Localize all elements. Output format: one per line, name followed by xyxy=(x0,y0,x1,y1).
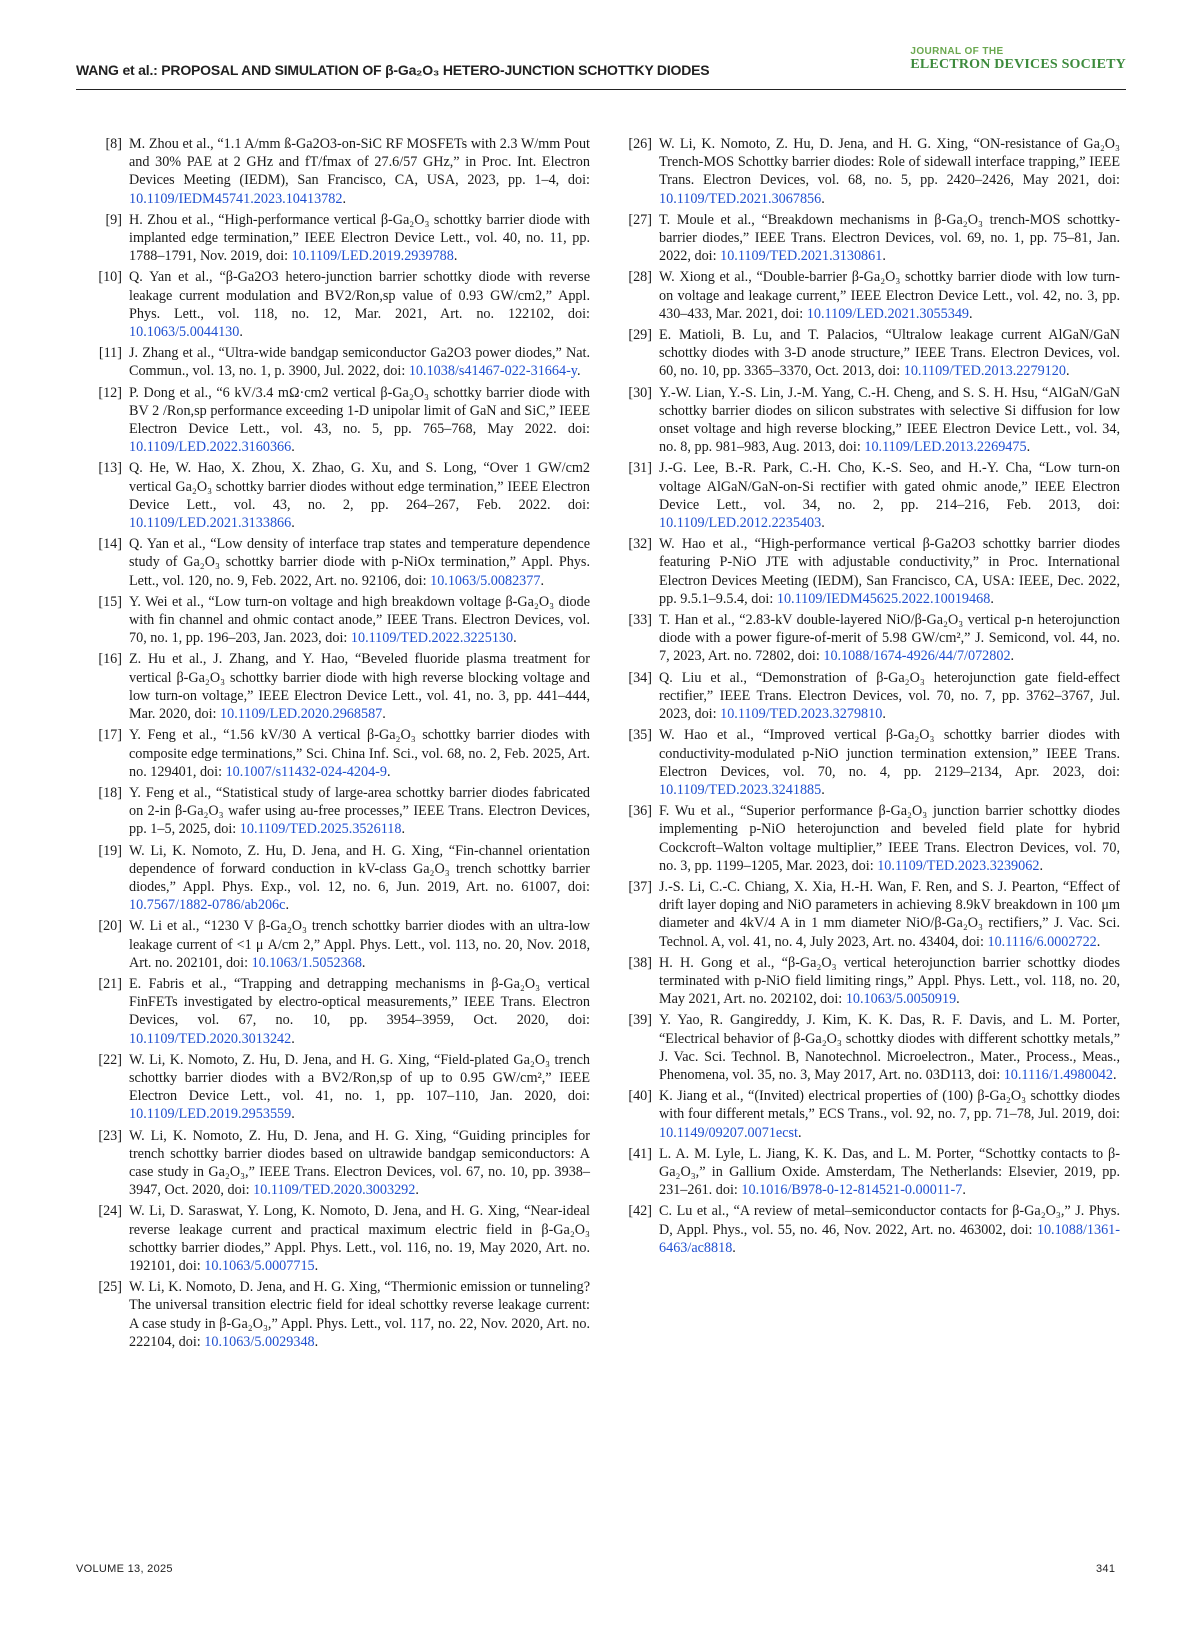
reference-end: . xyxy=(239,324,243,341)
reference-number: [42] xyxy=(628,1203,652,1220)
reference-number: [10] xyxy=(98,269,122,286)
doi-link[interactable]: 10.1149/09207.0071ecst xyxy=(659,1124,798,1141)
doi-link[interactable]: 10.1088/1361-6463/ac8818 xyxy=(659,1221,1120,1256)
reference-entry xyxy=(82,975,590,1048)
reference-column-left xyxy=(82,135,590,1354)
reference-number: [29] xyxy=(628,327,652,344)
reference-entry xyxy=(612,326,1120,381)
reference-text: Q. Yan et al., “Low density of interface trap states and temperature dependence study of Ga₂O₃ schottky barrier diode with p-NiOx termination,” Appl. Phys. Lett., vol. 120, no. 9, Feb. 2022, Art. no. 92106, doi: xyxy=(129,536,590,589)
reference-number: [21] xyxy=(98,975,122,992)
doi-link[interactable]: 10.1109/LED.2019.2939788 xyxy=(291,248,454,265)
doi-link[interactable]: 10.1109/TED.2023.3239062 xyxy=(877,857,1040,874)
reference-entry xyxy=(612,268,1120,323)
reference-text: M. Zhou et al., “1.1 A/mm ß-Ga2O3-on-SiC RF MOSFETs with 2.3 W/mm Pout and 30% PAE at 2 GHz and fT/fmax of 27.6/57 GHz,” in Proc. Int. Electron Devices Meeting (IEDM), San Francisco, CA, USA, 2023, pp. 1–4, doi: xyxy=(129,136,590,189)
reference-entry xyxy=(82,344,590,380)
reference-number: [32] xyxy=(628,536,652,553)
reference-text: W. Hao et al., “Improved vertical β-Ga₂O₃ schottky barrier diodes with conductivity-modulated p-NiO junction termination extension,” IEEE Trans. Electron Devices, vol. 70, no. 4, pp. 2129–2134, Apr. 2023, doi: xyxy=(659,727,1120,780)
doi-link[interactable]: 10.1109/LED.2019.2953559 xyxy=(129,1106,292,1123)
reference-number: [33] xyxy=(628,612,652,629)
reference-end: . xyxy=(1112,1066,1117,1083)
reference-number: [17] xyxy=(98,727,122,744)
reference-end: . xyxy=(291,1106,295,1123)
reference-number: [26] xyxy=(628,136,652,152)
page-header xyxy=(76,48,1126,90)
doi-link[interactable]: 10.1116/6.0002722 xyxy=(987,933,1097,950)
reference-end: . xyxy=(342,190,347,207)
reference-number: [20] xyxy=(98,918,122,935)
reference-end: . xyxy=(387,763,391,780)
doi-link[interactable]: 10.1109/TED.2021.3130861 xyxy=(720,248,883,265)
reference-entry xyxy=(612,459,1120,532)
reference-entry xyxy=(82,650,590,723)
doi-link[interactable]: 10.1109/LED.2020.2968587 xyxy=(220,706,383,723)
reference-number: [23] xyxy=(98,1127,122,1144)
reference-entry xyxy=(82,1051,590,1124)
reference-entry xyxy=(612,1087,1120,1142)
reference-text: H. H. Gong et al., “β-Ga₂O₃ vertical heterojunction barrier schottky diodes terminated with p-NiO field limiting rings,” Appl. Phys. Lett., vol. 118, no. 20, May 2021, Art. no. 202102, doi: xyxy=(659,954,1120,1008)
reference-number: [22] xyxy=(98,1051,122,1068)
doi-link[interactable]: 10.1063/1.5052368 xyxy=(251,954,362,971)
reference-entry xyxy=(612,669,1120,724)
doi-link[interactable]: 10.1109/LED.2021.3133866 xyxy=(129,515,292,532)
doi-link[interactable]: 10.1063/5.0007715 xyxy=(204,1257,315,1274)
reference-number: [25] xyxy=(98,1279,122,1296)
reference-entry xyxy=(82,1202,590,1275)
reference-text: W. Li, K. Nomoto, Z. Hu, D. Jena, and H. G. Xing, “Field-plated Ga₂O₃ trench schottky barrier diodes with a BV2/Ron,sp of up to 0.95 GW/cm²,” IEEE Electron Device Lett., vol. 41, no. 1, pp. 107–110, Jan. 2020, doi: xyxy=(129,1051,590,1105)
reference-text: W. Li, K. Nomoto, Z. Hu, D. Jena, and H. G. Xing, “Fin-channel orientation dependence of forward conduction in kV-class Ga₂O₃ trench schottky barrier diodes,” Appl. Phys. Exp., vol. 12, no. 6, Jun. 2019, Art. no. 61007, doi: xyxy=(129,842,590,895)
reference-text: H. Zhou et al., “High-performance vertical β-Ga₂O₃ schottky barrier diode with implanted edge termination,” IEEE Electron Device Lett., vol. 40, no. 11, pp. 1788–1791, Nov. 2019, doi: xyxy=(129,211,590,265)
reference-end: . xyxy=(314,1257,319,1274)
footer-page-number: 341 xyxy=(1096,1563,1116,1575)
reference-text: Y.-W. Lian, Y.-S. Lin, J.-M. Yang, C.-H. Cheng, and S. S. H. Hsu, “AlGaN/GaN schottky barrier diodes on silicon substrates with selective Si diffusion for low onset voltage and high reverse blocking,” IEEE Electron Device Lett., vol. 34, no. 8, pp. 981–983, Aug. 2013, doi: xyxy=(659,384,1120,456)
reference-entry xyxy=(612,1202,1120,1257)
doi-link[interactable]: 10.1007/s11432-024-4204-9 xyxy=(225,763,388,780)
reference-entry xyxy=(82,268,590,341)
doi-link[interactable]: 10.1109/TED.2021.3067856 xyxy=(659,190,822,207)
reference-text: W. Li, D. Saraswat, Y. Long, K. Nomoto, D. Jena, and H. G. Xing, “Near-ideal reverse leakage current and practical maximum electric field in β-Ga₂O₃ schottky barrier diodes,” Appl. Phys. Lett., vol. 116, no. 19, May 2020, Art. no. 192101, doi: xyxy=(129,1203,590,1274)
reference-end: . xyxy=(291,1030,295,1047)
reference-end: . xyxy=(540,572,544,589)
footer-volume: VOLUME 13, 2025 xyxy=(76,1563,173,1575)
doi-link[interactable]: 10.1109/LED.2022.3160366 xyxy=(129,439,292,456)
reference-number: [8] xyxy=(105,136,122,152)
reference-end: . xyxy=(821,515,825,532)
reference-text: Y. Feng et al., “Statistical study of large-area schottky barrier diodes fabricated on 2-in β-Ga₂O₃ wafer using au-free processes,” IEEE Trans. Electron Devices, pp. 1–5, 2025, doi: xyxy=(129,784,590,838)
reference-text: W. Li, K. Nomoto, Z. Hu, D. Jena, and H. G. Xing, “ON-resistance of Ga₂O₃ Trench-MOS Schottky barrier diodes: Role of sidewall interface trapping,” IEEE Trans. Electron Devices, vol. 68, no. 5, pp. 2420–2426, May 2021, doi: xyxy=(659,136,1120,189)
doi-link[interactable]: 10.1109/TED.2022.3225130 xyxy=(350,630,514,647)
reference-text: W. Hao et al., “High-performance vertical β-Ga2O3 schottky barrier diodes featuring P-NiO JTE with adjustable conductivity,” in Proc. International Electron Devices Meeting (IEDM), San Francisco, CA, USA: IEEE, Dec. 2022, pp. 9.5.1–9.5.4, doi: xyxy=(659,536,1120,607)
reference-end: . xyxy=(401,821,405,838)
reference-end: . xyxy=(285,897,289,914)
doi-link[interactable]: 10.1109/TED.2023.3279810 xyxy=(720,706,883,723)
reference-end: . xyxy=(990,590,994,607)
reference-text: J.-S. Li, C.-C. Chiang, X. Xia, H.-H. Wan, F. Ren, and S. J. Pearton, “Effect of drift layer doping and NiO parameters in achieving 8.9kV breakdown in 100 μm diameter and 4kV/4 A in 1 mm diameter NiO/β-Ga₂O₃ rectifiers,” J. Vac. Sci. Technol. A, vol. 41, no. 4, July 2023, Art. no. 43404, doi: xyxy=(659,878,1120,950)
doi-link[interactable]: 10.1109/TED.2025.3526118 xyxy=(239,821,402,838)
reference-end: . xyxy=(962,1182,966,1199)
running-head: WANG et al.: PROPOSAL AND SIMULATION OF β-Ga₂O₃ HETERO-JUNCTION SCHOTTKY DIODES xyxy=(76,62,710,78)
doi-link[interactable]: 10.1109/TED.2020.3003292 xyxy=(253,1182,416,1199)
reference-text: E. Fabris et al., “Trapping and detrapping mechanisms in β-Ga₂O₃ vertical FinFETs investigated by electro-optical measurements,” IEEE Trans. Electron Devices, vol. 67, no. 10, pp. 3954–3959, Oct. 2020, doi: xyxy=(129,975,590,1029)
reference-end: . xyxy=(882,706,886,723)
reference-entry xyxy=(82,784,590,839)
reference-entry xyxy=(612,802,1120,875)
reference-number: [34] xyxy=(628,669,652,686)
reference-number: [38] xyxy=(628,954,652,971)
doi-link[interactable]: 10.1109/IEDM45625.2022.10019468 xyxy=(776,590,991,607)
reference-text: Q. Yan et al., “β-Ga2O3 hetero-junction barrier schottky diode with reverse leakage current modulation and BV2/Ron,sp value of 0.93 GW/cm2,” Appl. Phys. Lett., vol. 118, no. 12, Mar. 2021, Art. no. 122102, doi: xyxy=(129,269,590,322)
reference-end: . xyxy=(1026,439,1031,456)
reference-entry xyxy=(82,459,590,532)
reference-end: . xyxy=(314,1333,319,1350)
reference-number: [14] xyxy=(98,536,122,553)
doi-link[interactable]: 10.1063/5.0044130 xyxy=(129,324,240,341)
reference-end: . xyxy=(1039,857,1043,874)
reference-number: [36] xyxy=(628,803,652,820)
reference-text: W. Xiong et al., “Double-barrier β-Ga₂O₃ schottky barrier diode with low turn-on voltage and leakage current,” IEEE Electron Device Lett., vol. 42, no. 3, pp. 430–433, Mar. 2021, doi: xyxy=(659,269,1120,322)
reference-column-right xyxy=(612,135,1120,1260)
reference-text: W. Li, K. Nomoto, Z. Hu, D. Jena, and H. G. Xing, “Guiding principles for trench schottky barrier diodes based on ultrawide bandgap semiconductors: A case study in Ga₂O₃,” IEEE Trans. Electron Devices, vol. 67, no. 10, pp. 3938–3947, Oct. 2020, doi: xyxy=(129,1127,590,1199)
reference-end: . xyxy=(453,248,458,265)
reference-text: Y. Feng et al., “1.56 kV/30 A vertical β-Ga₂O₃ schottky barrier diodes with composite edge terminations,” Sci. China Inf. Sci., vol. 68, no. 2, Feb. 2025, Art. no. 129401, doi: xyxy=(129,727,590,780)
reference-entry xyxy=(612,384,1120,457)
doi-link[interactable]: 10.1063/5.0050919 xyxy=(845,991,957,1008)
reference-text: P. Dong et al., “6 kV/3.4 mΩ·cm2 vertical β-Ga₂O₃ schottky barrier diode with BV 2 /Ron,sp performance exceeding 1-D unipolar limit of GaN and SiC,” IEEE Electron Device Lett., vol. 43, no. 5, pp. 765–768, May 2022. doi: xyxy=(129,384,590,438)
doi-link[interactable]: 10.1063/5.0029348 xyxy=(204,1333,315,1350)
reference-number: [30] xyxy=(628,384,652,401)
doi-link[interactable]: 10.1063/5.0082377 xyxy=(430,572,541,589)
reference-text: W. Li et al., “1230 V β-Ga₂O₃ trench schottky barrier diodes with an ultra-low leakage current of <1 μ A/cm 2,” Appl. Phys. Lett., vol. 113, no. 20, Nov. 2018, Art. no. 202101, doi: xyxy=(129,918,590,971)
reference-number: [19] xyxy=(98,842,122,859)
journal-logo-line1: JOURNAL OF THE xyxy=(910,46,1004,57)
reference-end: . xyxy=(882,248,886,265)
reference-end: . xyxy=(361,954,366,971)
reference-text: T. Han et al., “2.83-kV double-layered NiO/β-Ga₂O₃ vertical p-n heterojunction diode with a power figure-of-merit of 5.98 GW/cm²,” J. Semicond, vol. 44, no. 7, 2023, Art. no. 72802, doi: xyxy=(659,612,1120,665)
reference-end: . xyxy=(291,439,295,456)
reference-number: [9] xyxy=(105,211,122,228)
reference-text: J. Zhang et al., “Ultra-wide bandgap semiconductor Ga2O3 power diodes,” Nat. Commun., vol. 13, no. 1, p. 3900, Jul. 2022, doi: xyxy=(129,345,590,380)
reference-number: [41] xyxy=(628,1145,652,1162)
reference-number: [13] xyxy=(98,460,122,477)
reference-entry xyxy=(82,135,590,208)
reference-text: Q. Liu et al., “Demonstration of β-Ga₂O₃ heterojunction gate field-effect rectifier,” IEEE Trans. Electron Devices, vol. 70, no. 7, pp. 3762–3767, Jul. 2023, doi: xyxy=(659,669,1120,723)
reference-end: . xyxy=(732,1239,736,1256)
reference-entry xyxy=(612,726,1120,799)
reference-number: [35] xyxy=(628,727,652,744)
reference-entry xyxy=(82,1278,590,1351)
reference-entry xyxy=(82,535,590,590)
reference-entry xyxy=(82,211,590,266)
reference-text: W. Li, K. Nomoto, D. Jena, and H. G. Xing, “Thermionic emission or tunneling? The universal transition electric field for ideal schottky reverse leakage current: A case study in β-Ga₂O₃,” Appl. Phys. Lett., vol. 117, no. 22, Nov. 2020, Art. no. 222104, doi: xyxy=(129,1279,590,1350)
reference-entry xyxy=(82,1127,590,1200)
reference-text: K. Jiang et al., “(Invited) electrical properties of (100) β-Ga₂O₃ schottky diodes with four different metals,” ECS Trans., vol. 92, no. 7, pp. 71–78, Jul. 2019, doi: xyxy=(659,1088,1120,1123)
reference-number: [12] xyxy=(98,384,122,401)
reference-end: . xyxy=(513,630,517,647)
reference-number: [15] xyxy=(98,593,122,610)
reference-number: [31] xyxy=(628,460,652,477)
reference-number: [18] xyxy=(98,784,122,801)
reference-entry xyxy=(612,535,1120,608)
reference-text: Y. Yao, R. Gangireddy, J. Kim, K. K. Das, R. F. Davis, and L. M. Porter, “Electrical behavior of β-Ga₂O₃ schottky diodes with different schottky metals,” J. Vac. Sci. Technol. B, Nanotechnol. Microelectron., Mater., Process., Meas., Phenomena, vol. 35, no. 3, May 2017, Art. no. 03D113, doi: xyxy=(659,1012,1120,1083)
reference-text: Y. Wei et al., “Low turn-on voltage and high breakdown voltage β-Ga₂O₃ diode with fin channel and ohmic contact anode,” IEEE Trans. Electron Devices, vol. 70, no. 1, pp. 196–203, Jan. 2023, doi: xyxy=(129,593,590,647)
doi-link[interactable]: 10.1088/1674-4926/44/7/072802 xyxy=(823,648,1011,665)
doi-link[interactable]: 10.1109/LED.2021.3055349 xyxy=(806,305,970,322)
reference-text: L. A. M. Lyle, L. Jiang, K. K. Das, and L. M. Porter, “Schottky contacts to β-Ga₂O₃,” in Gallium Oxide. Amsterdam, The Netherlands: Elsevier, 2019, pp. 231–261. doi: xyxy=(659,1145,1120,1199)
reference-number: [28] xyxy=(628,269,652,286)
doi-link[interactable]: 10.1038/s41467-022-31664-y xyxy=(408,363,577,380)
doi-link[interactable]: 10.1109/TED.2013.2279120 xyxy=(903,363,1066,380)
reference-entry xyxy=(612,954,1120,1009)
reference-text: E. Matioli, B. Lu, and T. Palacios, “Ultralow leakage current AlGaN/GaN schottky diodes with 3-D anode structure,” IEEE Trans. Electron Devices, vol. 60, no. 10, pp. 3365–3370, Oct. 2013, doi: xyxy=(659,327,1120,380)
doi-link[interactable]: 10.1109/LED.2013.2269475 xyxy=(864,439,1027,456)
reference-text: J.-G. Lee, B.-R. Park, C.-H. Cho, K.-S. Seo, and H.-Y. Cha, “Low turn-on voltage AlGaN/GaN-on-Si rectifier with gated ohmic anode,” IEEE Electron Device Lett., vol. 34, no. 2, pp. 214–216, Feb. 2013, doi: xyxy=(659,460,1120,513)
reference-end: . xyxy=(1065,363,1070,380)
reference-entry xyxy=(612,135,1120,208)
reference-entry xyxy=(82,593,590,648)
journal-logo-line2: ELECTRON DEVICES SOCIETY xyxy=(910,57,1126,72)
reference-text: F. Wu et al., “Superior performance β-Ga₂O₃ junction barrier schottky diodes implementing p-NiO heterojunction and beveled field plate for hybrid Cockcroft–Walton voltage multiplier,” IEEE Trans. Electron Devices, vol. 70, no. 3, pp. 1199–1205, Mar. 2023, doi: xyxy=(659,803,1120,874)
reference-end: . xyxy=(969,305,973,322)
doi-link[interactable]: 10.7567/1882-0786/ab206c xyxy=(129,897,286,914)
reference-entry xyxy=(82,842,590,915)
reference-end: . xyxy=(1096,933,1101,950)
reference-number: [39] xyxy=(628,1012,652,1029)
reference-number: [16] xyxy=(98,651,122,668)
reference-end: . xyxy=(956,991,960,1008)
reference-end: . xyxy=(821,781,825,798)
doi-link[interactable]: 10.1109/IEDM45741.2023.10413782 xyxy=(129,190,343,207)
reference-text: C. Lu et al., “A review of metal–semiconductor contacts for β-Ga₂O₃,” J. Phys. D, Appl. Phys., vol. 55, no. 46, Nov. 2022, Art. no. 463002, doi: xyxy=(659,1203,1120,1238)
reference-number: [11] xyxy=(98,345,122,362)
reference-entry xyxy=(612,611,1120,666)
reference-end: . xyxy=(576,363,581,380)
reference-entry xyxy=(82,384,590,457)
reference-entry xyxy=(612,211,1120,266)
journal-logo xyxy=(910,46,1126,73)
reference-end: . xyxy=(1010,648,1015,665)
reference-end: . xyxy=(415,1182,419,1199)
doi-link[interactable]: 10.1109/TED.2023.3241885 xyxy=(659,781,822,798)
reference-entry xyxy=(82,726,590,781)
reference-end: . xyxy=(291,515,295,532)
doi-link[interactable]: 10.1109/TED.2020.3013242 xyxy=(129,1030,292,1047)
reference-text: Q. He, W. Hao, X. Zhou, X. Zhao, G. Xu, and S. Long, “Over 1 GW/cm2 vertical Ga₂O₃ schottky barrier diodes without edge termination,” IEEE Electron Device Lett., vol. 43, no. 2, pp. 264–267, Feb. 2022. doi: xyxy=(129,460,590,513)
reference-entry xyxy=(612,1011,1120,1084)
reference-end: . xyxy=(382,706,386,723)
doi-link[interactable]: 10.1116/1.4980042 xyxy=(1003,1066,1113,1083)
reference-entry xyxy=(612,1145,1120,1200)
reference-end: . xyxy=(797,1124,802,1141)
reference-number: [40] xyxy=(628,1088,652,1105)
reference-entry xyxy=(82,917,590,972)
reference-number: [37] xyxy=(628,878,652,895)
doi-link[interactable]: 10.1109/LED.2012.2235403 xyxy=(659,515,822,532)
reference-entry xyxy=(612,878,1120,951)
reference-number: [27] xyxy=(628,211,652,228)
reference-number: [24] xyxy=(98,1203,122,1220)
reference-text: Z. Hu et al., J. Zhang, and Y. Hao, “Beveled fluoride plasma treatment for vertical β-Ga₂O₃ schottky barrier diode with high reverse blocking voltage and low turn-on voltage,” IEEE Electron Device Lett., vol. 41, no. 3, pp. 441–444, Mar. 2020, doi: xyxy=(129,651,590,723)
reference-end: . xyxy=(821,190,825,207)
doi-link[interactable]: 10.1016/B978-0-12-814521-0.00011-7 xyxy=(741,1182,963,1199)
reference-text: T. Moule et al., “Breakdown mechanisms in β-Ga₂O₃ trench-MOS schottky-barrier diodes,” IEEE Trans. Electron Devices, vol. 69, no. 1, pp. 75–81, Jan. 2022, doi: xyxy=(659,211,1120,265)
